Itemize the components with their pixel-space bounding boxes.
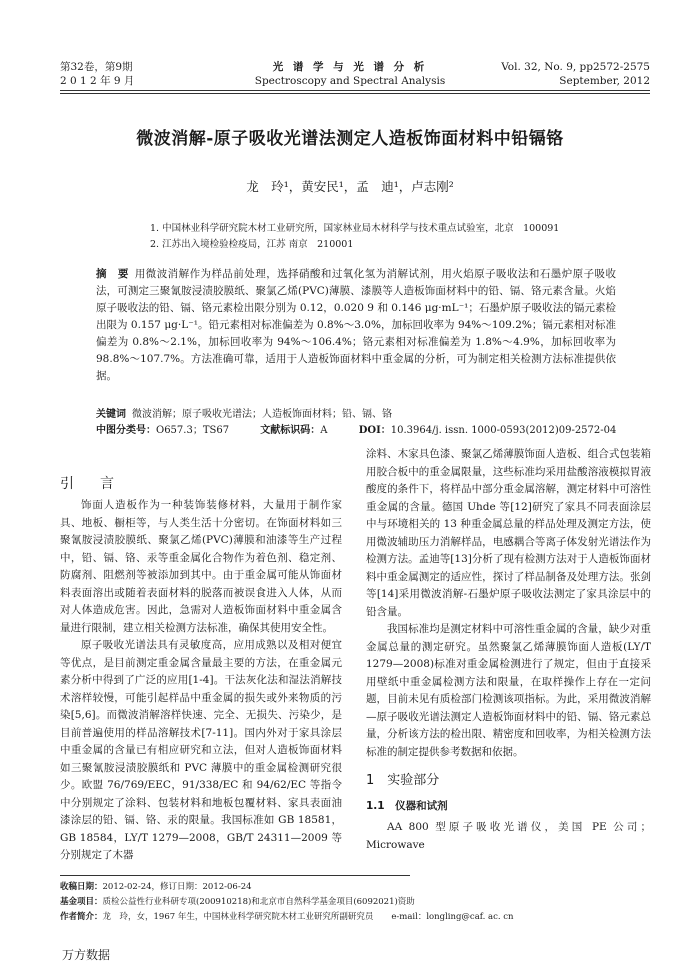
introduction-heading: 引 言 [60,476,120,492]
journal-citation [501,60,650,88]
intro-paragraph-3: 涂料、木家具色漆、聚氯乙烯薄膜饰面人造板、组合式包装箱用胶合板中的重金属限量，这些标准均采用盐酸溶液模拟胃液酸度的条件下，将样品中部分重金属溶解，测定材料中可溶性重金属的含量。德国 Uhde 等[12]研究了家具不同表面涂层中与环境相关的 13 种重金属总量的样品处理及测定方法，使用微波辅助压力消解样品，电感耦合等离子体发射光谱法作为检测方法。孟迪等[13]分析了现有检测方法对于人造板饰面材料中重金属测定的适应性，探讨了样品制备及处理方法。张剑等[14]采用微波消解-石墨炉原子吸收法测定了家具涂层中的铅含量。 [366,448,651,618]
intro-paragraph-4: 我国标准均是测定材料中可溶性重金属的含量，缺少对重金属总量的测定研究。虽然聚氯乙烯薄膜饰面人造板(LY/T 1279—2008)标准对重金属检测进行了规定，但由于直接采用壁纸中重金属检测方法和限量，在取样操作上存在一定问题，目前未见有质检部门检测该项指标。为此，采用微波消解—原子吸收光谱法测定人造板饰面材料中的铅、镉、铬元素总量，分析该方法的检出限、精密度和回收率，为相关检测方法标准的制定提供参考数据和依据。 [366,623,651,758]
abstract-label: 摘 要 [96,268,129,280]
keywords-text: 微波消解；原子吸收光谱法；人造板饰面材料；铅、镉、铬 [132,409,392,420]
received-label: 收稿日期： [60,882,103,892]
affiliation-1: 1. 中国林业科学研究院木材工业研究所，国家林业局木材科学与技术重点试验室，北京 100091 [150,223,560,234]
keywords-label: 关键词 [96,409,126,420]
fund-text: 质检公益性行业科研专项(200910218)和北京市自然科学基金项目(6092021)资助 [102,897,415,907]
doc-code-value: A [320,425,328,436]
header-rule-thin [60,93,650,94]
fund-label: 基金项目： [60,897,103,907]
affiliation-2: 2. 江苏出入境检验检疫局，江苏 南京 210001 [150,239,354,250]
clc-label: 中图分类号： [96,425,156,436]
footnote-rule [60,875,410,876]
header-rule [60,90,650,91]
doi-value: 10.3964/j. issn. 1000-0593(2012)09-2572-04 [390,425,617,436]
keywords [96,405,392,420]
journal-title-cn: 光 谱 学 与 光 谱 分 析 [272,61,428,73]
received-dates: 2012-02-24，修订日期：2012-06-24 [102,882,252,892]
intro-paragraph-2: 原子吸收光谱法具有灵敏度高，应用成熟以及相对便宜等优点，是目前测定重金属含量最主要的方法，在重金属元素分析中得到了广泛的应用[1-4]。干法灰化法和湿法消解技术溶样较慢，可能引起样品中重金属的损失或外来物质的污染[5,6]。而微波消解溶样快速、完全、无损失、污染少，是目前普遍使用的样品溶解技术[7-11]。国内外对于家具涂层中重金属的含量已有相应研究和立法，但对人造板饰面材料如三聚氰胺浸渍胶膜纸和 PVC 薄膜中的重金属检测研究很少。欧盟 76/769/EEC，91/338/EC 和 94/62/EC 等指令中分别规定了涂料、包装材料和地板包覆材料、家具表面油漆涂层的铅、镉、铬、汞的限量。我国标准如 GB 18581，GB 18584，LY/T 1279—2008，GB/T 24311—2009 等分别规定了木器 [60,639,342,861]
section-1-1-text: AA 800 型原子吸收光谱仪，美国 PE 公司；Microwave [366,821,651,851]
left-column [60,497,342,865]
classification-line [96,421,644,436]
doc-code-label: 文献标识码： [260,425,321,436]
section-1-heading: 1 实验部分 [366,773,440,788]
footnotes [60,880,513,925]
paper-title: 微波消解-原子吸收光谱法测定人造板饰面材料中铅镉铬 [136,129,564,149]
doi-label: DOI： [358,425,391,436]
watermark: 万方数据 [62,948,111,962]
publication-date: 2 0 1 2 年 9 月 [60,75,135,87]
author-bio-text: 龙 玲，女，1967 年生，中国林业科学研究院木材工业研究所副研究员 [102,912,374,922]
author-list: 龙 玲¹，黄安民¹，孟 迪¹，卢志刚² [246,179,454,194]
journal-title-en: Spectroscopy and Spectral Analysis [254,75,446,87]
abstract-text: 用微波消解作为样品前处理，选择硝酸和过氧化氢为消解试剂，用火焰原子吸收法和石墨炉原子吸收法，可测定三聚氰胺浸渍胶膜纸、聚氯乙烯(PVC)薄膜、漆膜等人造板饰面材料中的铅、镉、铬元素含量。火焰原子吸收法的铅、镉、铬元素检出限分别为 0.12，0.020 9 和 0.146 μg·mL⁻¹；石墨炉原子吸收法的镉元素检出限为 0.157 μg·L⁻¹。铅元素相对标准偏差为 0.8%～3.0%，加标回收率为 94%～109.2%；镉元素相对标准偏差为 0.8%～2.1%，加标回收率为 94%～106.4%；铬元素相对标准偏差为 1.8%～4.9%，加标回收率为 98.8%～107.7%。方法准确可靠，适用于人造板饰面材料中重金属的分析，可为制定相关检测方法标准提供依据。 [96,268,617,382]
author-bio-label: 作者简介： [60,912,103,922]
right-column [366,446,651,854]
citation-date: September, 2012 [559,75,650,87]
clc-value: O657.3；TS67 [156,425,230,436]
affiliations [150,221,559,253]
intro-paragraph-1: 饰面人造板作为一种装饰装修材料，大量用于制作家具、地板、橱柜等，与人类生活十分密切。在饰面材料如三聚氰胺浸渍胶膜纸、聚氯乙烯(PVC)薄膜和油漆等生产过程中，铅、镉、铬、汞等重金属化合物作为着色剂、稳定剂、防腐剂、阻燃剂等被添加到其中。由于重金属可能从饰面材料表面溶出或随着表面材料的脱落而被误食进入人体，从而对人体造成危害。因此，急需对人造板饰面材料中重金属含量进行限制，建立相关检测方法标准，确保其使用安全性。 [60,499,342,634]
author-email: e-mail：longling@caf. ac. cn [391,912,514,922]
citation-vol-pages: Vol. 32, No. 9, pp2572-2575 [501,61,650,73]
section-1-1-heading: 1.1 仪器和试剂 [366,799,448,812]
volume-issue: 第32卷，第9期 [60,61,133,73]
abstract [96,266,616,385]
